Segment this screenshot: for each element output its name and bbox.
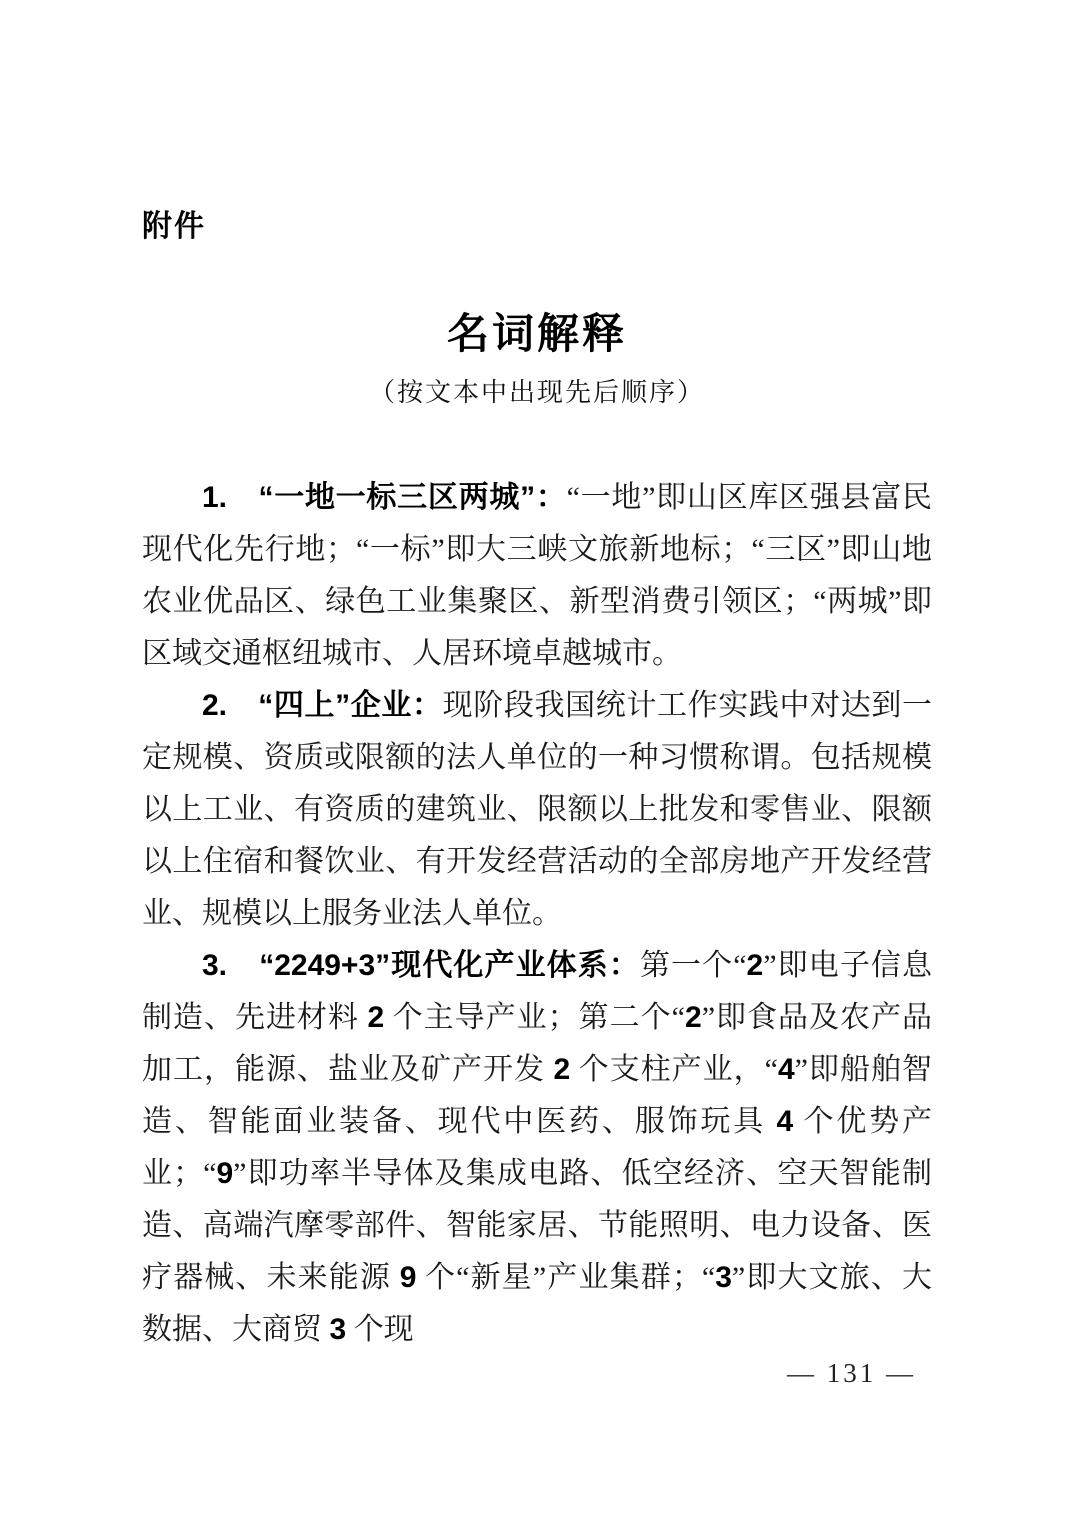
numeral: 2 <box>746 949 764 982</box>
numeral: 3 <box>329 1313 347 1346</box>
term-label: 2. “四上”企业： <box>202 689 443 722</box>
numeral: 4 <box>777 1053 795 1086</box>
numeral: 3 <box>715 1261 732 1294</box>
paragraph: 1. “一地一标三区两城”：“一地”即山区库区强县富民现代化先行地；“一标”即大三峡文旅新地标；“三区”即山地农业优品区、绿色工业集聚区、新型消费引领区；“两城”即区域交通枢纽城市、人居环境卓越城市。 <box>142 481 932 670</box>
paragraph: 3. “2249+3”现代化产业体系：第一个“2”即电子信息制造、先进材料 2 个主导产业；第二个“2”即食品及农产品加工，能源、盐业及矿产开发 2 个支柱产业，“4”即船舶智造、智能面业装备、现代中医药、服饰玩具 4 个优势产业；“9”即功率半导体及集成电路、低空经济、空天智能制造、高端汽摩零部件、智能家居、节能照明、电力设备、医疗器械、未来能源 9 个“新星”产业集群；“3”即大文旅、大数据、大商贸 3 个现 <box>142 949 933 1346</box>
numeral: 4 <box>776 1105 794 1138</box>
page-number: — 131 — <box>787 1358 916 1388</box>
term-label: 3. “2249+3”现代化产业体系： <box>202 949 640 982</box>
numeral: 9 <box>216 1157 234 1190</box>
numeral: 2 <box>367 1001 385 1034</box>
page-subtitle: （按文本中出现先后顺序） <box>368 378 705 407</box>
numeral: 9 <box>399 1261 417 1294</box>
paragraph: 2. “四上”企业：现阶段我国统计工作实践中对达到一定规模、资质或限额的法人单位的一种习惯称谓。包括规模以上工业、有资质的建筑业、限额以上批发和零售业、限额以上住宿和餐饮业、有开发经营活动的全部房地产开发经营业、规模以上服务业法人单位。 <box>142 689 932 930</box>
page-title: 名词解释 <box>446 312 627 358</box>
attachment-label: 附件 <box>142 210 206 243</box>
numeral: 2 <box>685 1001 702 1034</box>
doc-body <box>142 472 932 1356</box>
term-label: 1. “一地一标三区两城”： <box>202 481 567 514</box>
numeral: 2 <box>553 1053 571 1086</box>
